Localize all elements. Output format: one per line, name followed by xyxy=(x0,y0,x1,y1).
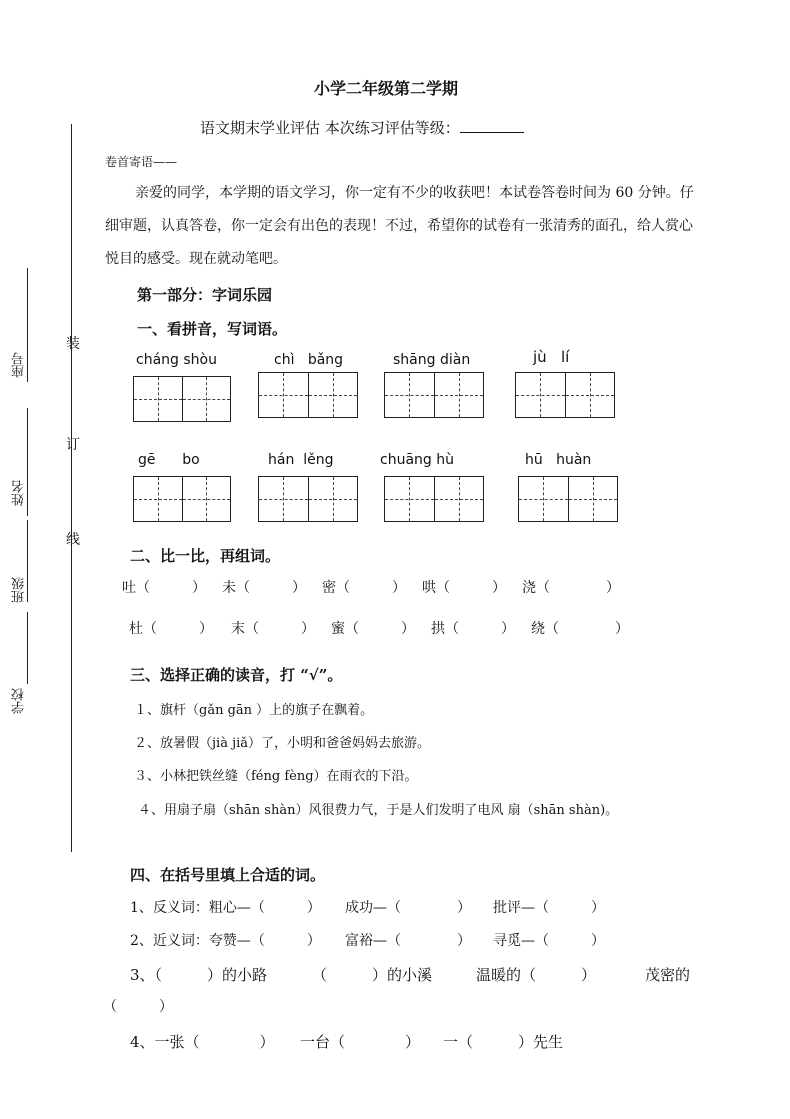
writing-box[interactable] xyxy=(133,476,231,522)
q2-item: 吐（ ） xyxy=(122,580,206,596)
q3-item: ４、用扇子扇（shān shàn）风很费力气，于是人们发明了电风 扇（shān shàn)。 xyxy=(138,803,619,818)
school-underline xyxy=(27,612,28,684)
q4-item: （ ） xyxy=(103,999,173,1015)
binding-xian: 线 xyxy=(66,532,80,548)
page-title: 小学二年级第二学期 xyxy=(314,79,459,98)
page-subtitle xyxy=(200,117,524,138)
q3-item: ３、小林把铁丝缝（féng fèng）在雨衣的下沿。 xyxy=(134,769,418,784)
pinyin-row1-4: jù lí xyxy=(533,348,570,366)
q4-item: 4、一张（ ） xyxy=(130,1033,275,1051)
grade-blank[interactable] xyxy=(460,118,524,133)
subtitle-text: 语文期末学业评估 本次练习评估等级： xyxy=(200,119,460,137)
q4-item: 2、近义词：夸赞—（ ） xyxy=(130,933,321,949)
pinyin-row1-2: chì bǎng xyxy=(274,352,344,368)
writing-box[interactable] xyxy=(518,476,618,522)
q1-title: 一、看拼音，写词语。 xyxy=(137,320,288,338)
q2-item: 末（ ） xyxy=(231,621,315,637)
q2-title: 二、比一比，再组词。 xyxy=(130,547,281,565)
q4-item: 1、反义词：粗心—（ ） xyxy=(130,900,321,916)
q4-item: 3、（ ）的小路 xyxy=(130,966,268,984)
pinyin-row2-3: chuāng hù xyxy=(380,452,454,468)
seat-label: 座号 xyxy=(12,352,27,378)
q2-item: 蜜（ ） xyxy=(331,621,415,637)
q2-item: 未（ ） xyxy=(222,580,306,596)
q4-title: 四、在括号里填上合适的词。 xyxy=(130,866,326,884)
q2-item: 杜（ ） xyxy=(129,621,213,637)
pinyin-row2-1: gē bo xyxy=(138,452,200,468)
q3-item: ２、放暑假（jià jiǎ）了，小明和爸爸妈妈去旅游。 xyxy=(134,736,431,751)
q4-item: 茂密的 xyxy=(645,966,691,984)
pinyin-row1-3: shāng diàn xyxy=(393,352,471,368)
q4-item: （ ）的小溪 xyxy=(312,966,433,984)
binding-line xyxy=(71,124,72,852)
school-label: 学校 xyxy=(12,688,27,714)
q2-item: 哄（ ） xyxy=(422,580,506,596)
q2-item: 浇（ ） xyxy=(522,580,620,596)
q4-item: 一（ ）先生 xyxy=(443,1033,564,1051)
class-label: 班级 xyxy=(12,577,27,603)
intro-label: 卷首寄语—— xyxy=(105,155,178,169)
pinyin-row1-1: cháng shòu xyxy=(136,352,217,368)
q3-title: 三、选择正确的读音，打 “√”。 xyxy=(130,666,343,684)
name-label: 姓名 xyxy=(12,480,27,506)
q2-item: 密（ ） xyxy=(322,580,406,596)
writing-box[interactable] xyxy=(384,372,484,418)
q4-item: 批评—（ ） xyxy=(493,900,605,916)
q4-item: 成功—（ ） xyxy=(345,900,471,916)
writing-box[interactable] xyxy=(384,476,484,522)
pinyin-row2-2: hán lěng xyxy=(268,452,334,468)
writing-box[interactable] xyxy=(258,372,358,418)
intro-paragraph: 亲爱的同学，本学期的语文学习，你一定有不少的收获吧！本试卷答卷时间为 60 分钟。仔细审题，认真答卷，你一定会有出色的表现！不过，希望你的试卷有一张清秀的面孔，给人赏心悦目的感受。现在就动笔吧。 xyxy=(105,185,694,267)
q4-item: 一台（ ） xyxy=(300,1033,421,1051)
pinyin-row2-4: hū huàn xyxy=(525,452,592,468)
q2-item: 拱（ ） xyxy=(431,621,515,637)
part1-title: 第一部分：字词乐园 xyxy=(137,286,273,304)
binding-ding: 订 xyxy=(66,437,80,453)
q4-item: 温暖的（ ） xyxy=(476,966,597,984)
q2-item: 绕（ ） xyxy=(531,621,629,637)
writing-box[interactable] xyxy=(133,376,231,422)
writing-box[interactable] xyxy=(258,476,358,522)
writing-box[interactable] xyxy=(515,372,615,418)
q3-item: １、旗杆（gǎn gān ）上的旗子在飘着。 xyxy=(134,703,374,718)
q4-item: 寻觅—（ ） xyxy=(493,933,605,949)
binding-zhuang: 装 xyxy=(66,336,80,352)
q4-item: 富裕—（ ） xyxy=(345,933,471,949)
